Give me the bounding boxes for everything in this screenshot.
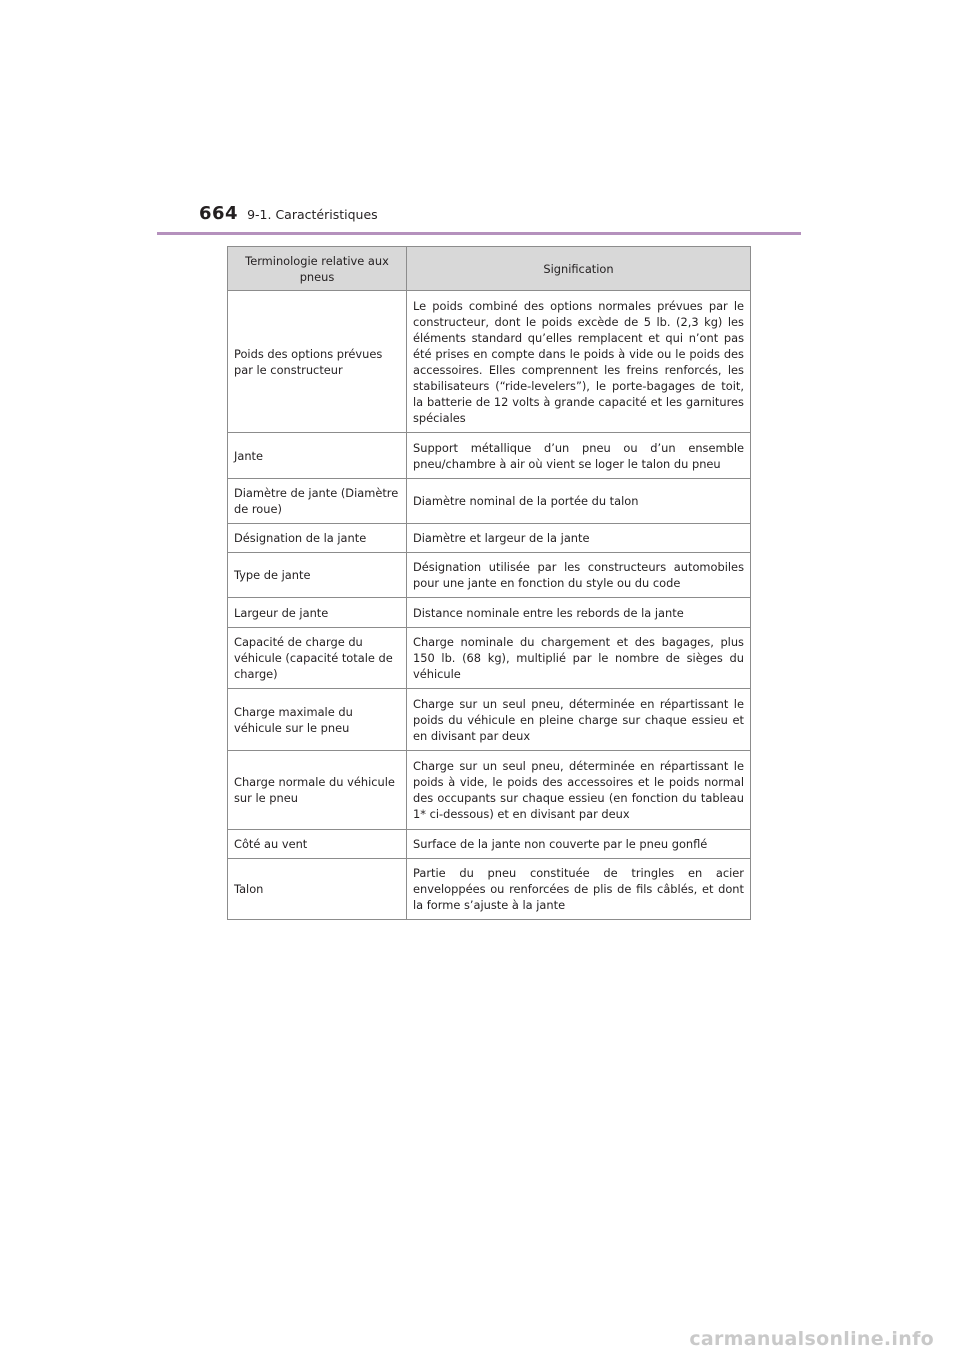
- meaning-cell: Partie du pneu constituée de tringles en acier enveloppées ou renforcées de plis de fils câblés, et dont la forme s’ajuste à la jante: [407, 859, 751, 920]
- term-cell: Poids des options prévues par le constructeur: [228, 291, 407, 433]
- meaning-cell: Charge sur un seul pneu, déterminée en répartissant le poids du véhicule en pleine charge sur chaque essieu et en divisant par deux: [407, 689, 751, 751]
- column-header-meaning: Signification: [407, 247, 751, 291]
- term-cell: Capacité de charge du véhicule (capacité totale de charge): [228, 628, 407, 689]
- term-cell: Désignation de la jante: [228, 524, 407, 553]
- table-row: [228, 291, 751, 433]
- watermark: carmanualsonline.info: [689, 1328, 934, 1350]
- term-cell: Diamètre de jante (Diamètre de roue): [228, 479, 407, 524]
- meaning-cell: Distance nominale entre les rebords de la jante: [407, 598, 751, 628]
- header-divider: [157, 232, 801, 235]
- tire-terminology-table: [227, 246, 751, 920]
- meaning-cell: Désignation utilisée par les constructeurs automobiles pour une jante en fonction du style ou du code: [407, 553, 751, 598]
- table-row: [228, 479, 751, 524]
- meaning-cell: Le poids combiné des options normales prévues par le constructeur, dont le poids excède de 5 lb. (2,3 kg) les éléments standard qu’elles remplacent et qui n’ont pas été prises en compte dans le poids à vide ou le poids des accessoires. Elles comprennent les freins renforcés, les stabilisateurs (“ride-levelers”), le porte-bagages de toit, la batterie de 12 volts à grande capacité et les garnitures spéciales: [407, 291, 751, 433]
- term-cell: Type de jante: [228, 553, 407, 598]
- term-cell: Côté au vent: [228, 830, 407, 859]
- table-row: [228, 553, 751, 598]
- section-title: 9-1. Caractéristiques: [247, 207, 378, 222]
- term-cell: Charge maximale du véhicule sur le pneu: [228, 689, 407, 751]
- table-row: [228, 751, 751, 830]
- term-cell: Jante: [228, 433, 407, 479]
- table-row: [228, 830, 751, 859]
- meaning-cell: Support métallique d’un pneu ou d’un ensemble pneu/chambre à air où vient se loger le talon du pneu: [407, 433, 751, 479]
- term-cell: Talon: [228, 859, 407, 920]
- table-row: [228, 689, 751, 751]
- table-row: [228, 524, 751, 553]
- meaning-cell: Surface de la jante non couverte par le pneu gonflé: [407, 830, 751, 859]
- meaning-cell: Charge nominale du chargement et des bagages, plus 150 lb. (68 kg), multiplié par le nombre de sièges du véhicule: [407, 628, 751, 689]
- page-header: [199, 203, 378, 231]
- table-header-row: [228, 247, 751, 291]
- table-row: [228, 859, 751, 920]
- page-number: 664: [199, 203, 239, 224]
- table-row: [228, 598, 751, 628]
- term-cell: Charge normale du véhicule sur le pneu: [228, 751, 407, 830]
- table-row: [228, 628, 751, 689]
- table-row: [228, 433, 751, 479]
- meaning-cell: Diamètre nominal de la portée du talon: [407, 479, 751, 524]
- column-header-term: Terminologie relative aux pneus: [228, 247, 407, 291]
- term-cell: Largeur de jante: [228, 598, 407, 628]
- meaning-cell: Diamètre et largeur de la jante: [407, 524, 751, 553]
- meaning-cell: Charge sur un seul pneu, déterminée en répartissant le poids à vide, le poids des accessoires et le poids normal des occupants sur chaque essieu (en fonction du tableau 1* ci-dessous) et en divisant par deux: [407, 751, 751, 830]
